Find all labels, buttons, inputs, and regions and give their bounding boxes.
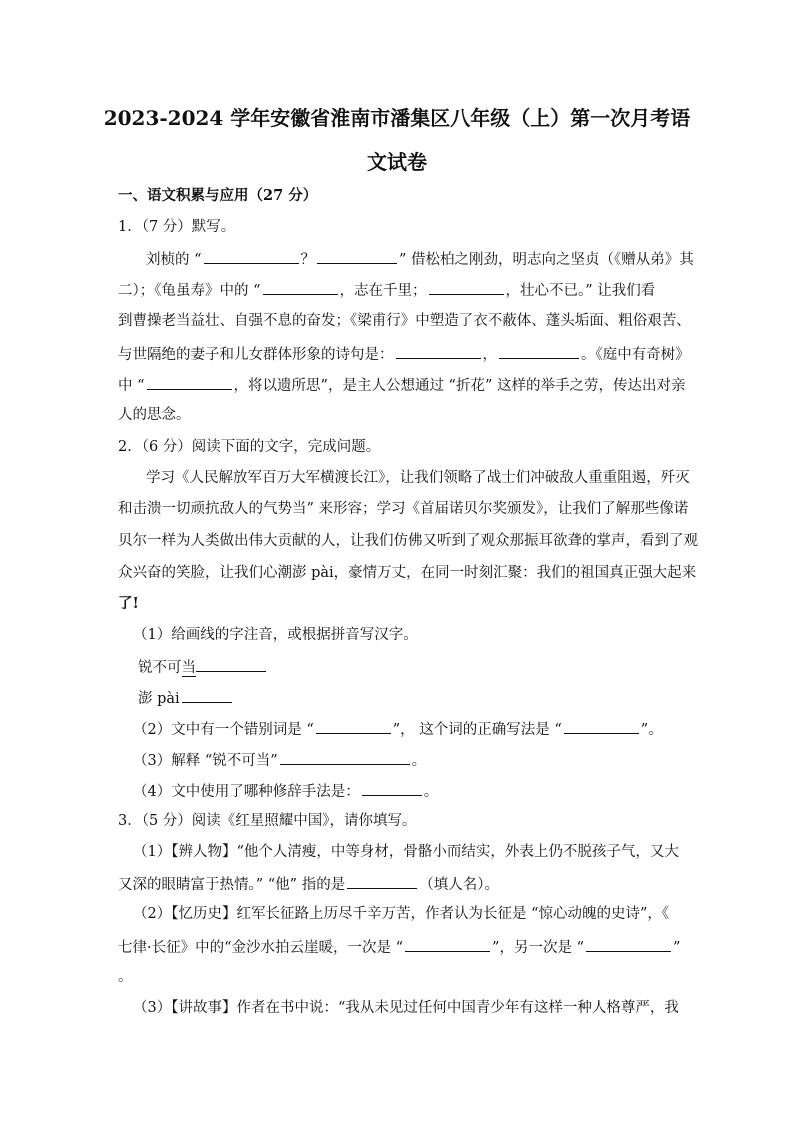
q2-sub1: （1）给画线的字注音，或根据拼音写汉字。 (133, 627, 418, 643)
blank[interactable] (405, 936, 490, 952)
blank[interactable] (182, 687, 232, 703)
blank[interactable] (196, 656, 266, 672)
q2-line3: 贝尔一样为人类做出伟大贡献的人，让我们仿佛又听到了观众那振耳欲聋的掌声，看到了观 (118, 533, 698, 549)
q3-sub2-line3: 。 (118, 969, 133, 985)
blank[interactable] (204, 248, 299, 264)
blank[interactable] (362, 780, 422, 796)
q1-line2: 二）；《龟虽寿》中的 “ ，志在千里； ，壮心不已。” 让我们看 (118, 279, 678, 301)
blank[interactable] (316, 718, 391, 734)
blank[interactable] (429, 279, 504, 295)
blank[interactable] (347, 873, 417, 889)
q1-heading: 1．（7 分）默写。 (118, 219, 236, 235)
q1-line6: 人的思念。 (118, 407, 191, 423)
q2-line4: 众兴奋的笑脸，让我们心潮澎 pài，豪情万丈，在同一时刻汇聚：我们的祖国真正强大起来 (118, 565, 697, 581)
q2-sub2: （2）文中有一个错别词是 “ ”， 这个词的正确写法是 “ ”。 (133, 718, 678, 740)
blank[interactable] (263, 279, 338, 295)
q2-line5: 了! (118, 595, 139, 612)
q3-sub1-line2: 又深的眼睛富于热情。” “他” 指的是 （填人名）。 (118, 873, 678, 895)
q2-sub4: （4）文中使用了哪种修辞手法是： 。 (133, 780, 678, 802)
q1-line5: 中 “ ，将以遗所思”，是主人公想通过 “折花” 这样的举手之劳，传达出对亲 (118, 374, 678, 396)
blank[interactable] (499, 343, 579, 359)
blank[interactable] (280, 749, 410, 765)
section-heading: 一、语文积累与应用（27 分） (118, 187, 318, 204)
q1-line1: 刘桢的 “ ？ ” 借松柏之刚劲，明志向之坚贞（《赠从弟》其 (146, 248, 678, 270)
q1-line4: 与世隔绝的妻子和儿女群体形象的诗句是： ， 。《庭中有奇树》 (118, 343, 678, 365)
q2-line2: 和击溃一切顽抗敌人的气势当” 来形容；学习《首届诺贝尔奖颁发》，让我们了解那些像诺 (118, 501, 689, 517)
blank[interactable] (147, 374, 232, 390)
q1-line3: 到曹操老当益壮、自强不息的奋发；《梁甫行》中塑造了衣不蔽体、蓬头垢面、粗俗艰苦、 (118, 313, 691, 329)
q2-sub1-b: 澎 pài (138, 687, 678, 709)
q3-sub1-line1: （1）【辨人物】“他个人清瘦，中等身材，骨骼小而结实，外表上仍不脱孩子气，又大 (133, 844, 679, 860)
q3-sub2-line1: （2）【忆历史】红军长征路上历尽千辛万苦，作者认为长征是 “惊心动魄的史诗”，《 (133, 906, 670, 922)
blank[interactable] (396, 343, 481, 359)
blank[interactable] (317, 248, 397, 264)
q2-heading: 2．（6 分）阅读下面的文字，完成问题。 (118, 439, 381, 455)
exam-title-line2: 文试卷 (367, 150, 427, 174)
q2-sub1-a: 锐不可当 (138, 656, 678, 678)
q3-sub3-line1: （3）【讲故事】作者在书中说：“我从未见过任何中国青少年有这样一种人格尊严，我 (133, 1000, 679, 1016)
q3-heading: 3．（5 分）阅读《红星照耀中国》，请你填写。 (118, 813, 417, 829)
blank[interactable] (564, 718, 639, 734)
exam-title-line1: 2023-2024 学年安徽省淮南市潘集区八年级（上）第一次月考语 (103, 106, 691, 130)
blank[interactable] (586, 936, 671, 952)
q3-sub2-line2: 七律·长征》中的“金沙水拍云崖暖，一次是 “ ”，另一次是 “ ” (118, 936, 678, 958)
q2-sub3: （3）解释 “锐不可当” 。 (133, 749, 678, 771)
q2-line1: 学习《人民解放军百万大军横渡长江》，让我们领略了战士们冲破敌人重重阻遏，歼灭 (146, 470, 690, 486)
